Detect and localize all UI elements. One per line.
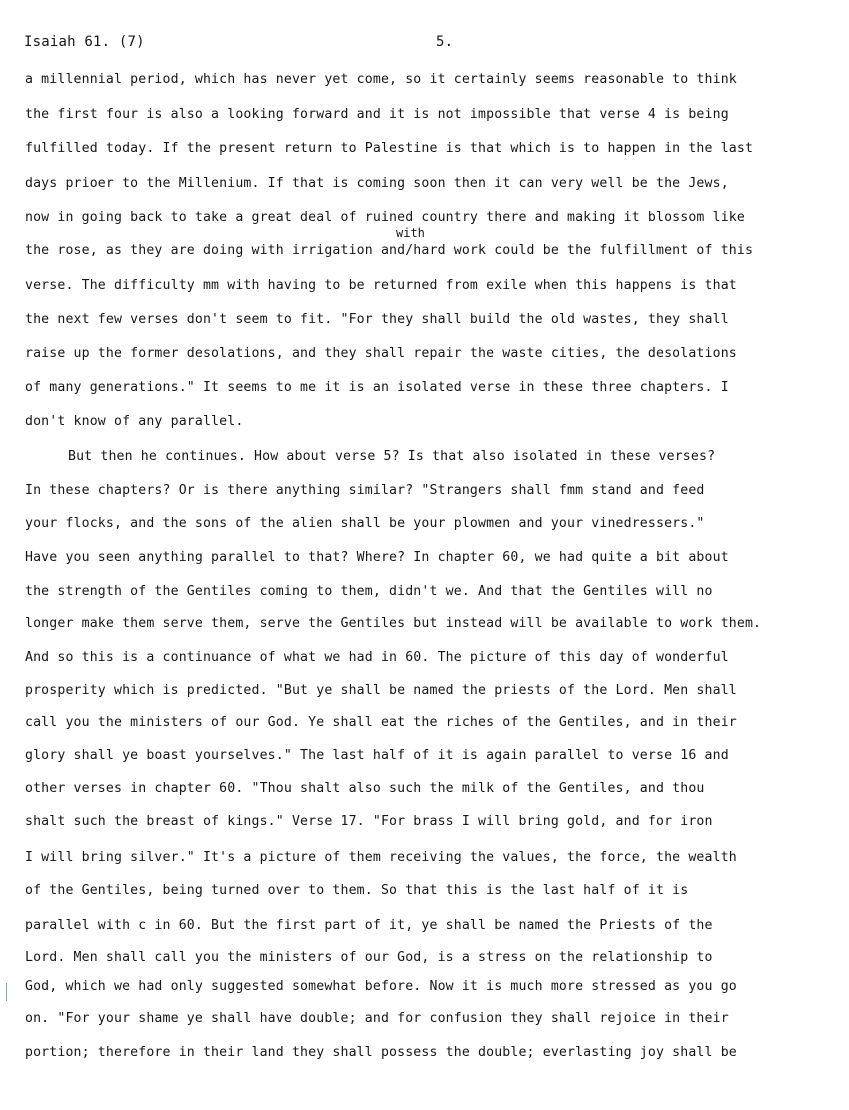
text-line: the strength of the Gentiles coming to them, didn't we. And that the Gentiles will no [25, 584, 713, 599]
text-line: parallel with c in 60. But the first part of it, ye shall be named the Priests of the [25, 918, 713, 933]
text-line: glory shall ye boast yourselves." The last half of it is again parallel to verse 16 and [25, 748, 729, 763]
text-line: Have you seen anything parallel to that? Where? In chapter 60, we had quite a bit about [25, 550, 729, 565]
paragraph-start-line: But then he continues. How about verse 5? Is that also isolated in these verses? [68, 449, 716, 464]
text-line: the first four is also a looking forward and it is not impossible that verse 4 is being [25, 107, 729, 122]
text-line: shalt such the breast of kings." Verse 17. "For brass I will bring gold, and for iron [25, 814, 713, 829]
text-line: days prioer to the Millenium. If that is coming soon then it can very well be the Jews, [25, 176, 729, 191]
text-line: on. "For your shame ye shall have double; and for confusion they shall rejoice in their [25, 1011, 729, 1026]
text-line: don't know of any parallel. [25, 414, 244, 429]
text-line: And so this is a continuance of what we had in 60. The picture of this day of wonderful [25, 650, 729, 665]
text-line: of many generations." It seems to me it is an isolated verse in these three chapters. I [25, 380, 729, 395]
chapter-reference: Isaiah 61. (7) [24, 34, 145, 50]
text-line: other verses in chapter 60. "Thou shalt also such the milk of the Gentiles, and thou [25, 781, 705, 796]
interlinear-insert: with [396, 226, 425, 240]
text-line: a millennial period, which has never yet come, so it certainly seems reasonable to think [25, 72, 737, 87]
text-line: call you the ministers of our God. Ye shall eat the riches of the Gentiles, and in their [25, 715, 737, 730]
text-line: of the Gentiles, being turned over to them. So that this is the last half of it is [25, 883, 689, 898]
text-line: fulfilled today. If the present return to Palestine is that which is to happen in the last [25, 141, 754, 156]
text-line: In these chapters? Or is there anything similar? "Strangers shall fmm stand and feed [25, 483, 705, 498]
text-line: the rose, as they are doing with irrigation and/hard work could be the fulfillment of this [25, 243, 754, 258]
text-line: prosperity which is predicted. "But ye shall be named the priests of the Lord. Men shall [25, 683, 737, 698]
text-line: longer make them serve them, serve the Gentiles but instead will be available to work them. [25, 616, 762, 631]
text-line: the next few verses don't seem to fit. "For they shall build the old wastes, they shall [25, 312, 729, 327]
page-number: 5. [436, 34, 454, 50]
text-line: God, which we had only suggested somewhat before. Now it is much more stressed as you go [25, 979, 737, 994]
text-line: now in going back to take a great deal of ruined country there and making it blossom like [25, 210, 745, 225]
text-line: verse. The difficulty mm with having to be returned from exile when this happens is that [25, 278, 737, 293]
text-line: portion; therefore in their land they shall possess the double; everlasting joy shall be [25, 1045, 737, 1060]
text-line: I will bring silver." It's a picture of them receiving the values, the force, the wealth [25, 850, 737, 865]
text-line: raise up the former desolations, and they shall repair the waste cities, the desolations [25, 346, 737, 361]
text-line: Lord. Men shall call you the ministers of our God, is a stress on the relationship to [25, 950, 713, 965]
text-line: your flocks, and the sons of the alien shall be your plowmen and your vinedressers." [25, 516, 705, 531]
